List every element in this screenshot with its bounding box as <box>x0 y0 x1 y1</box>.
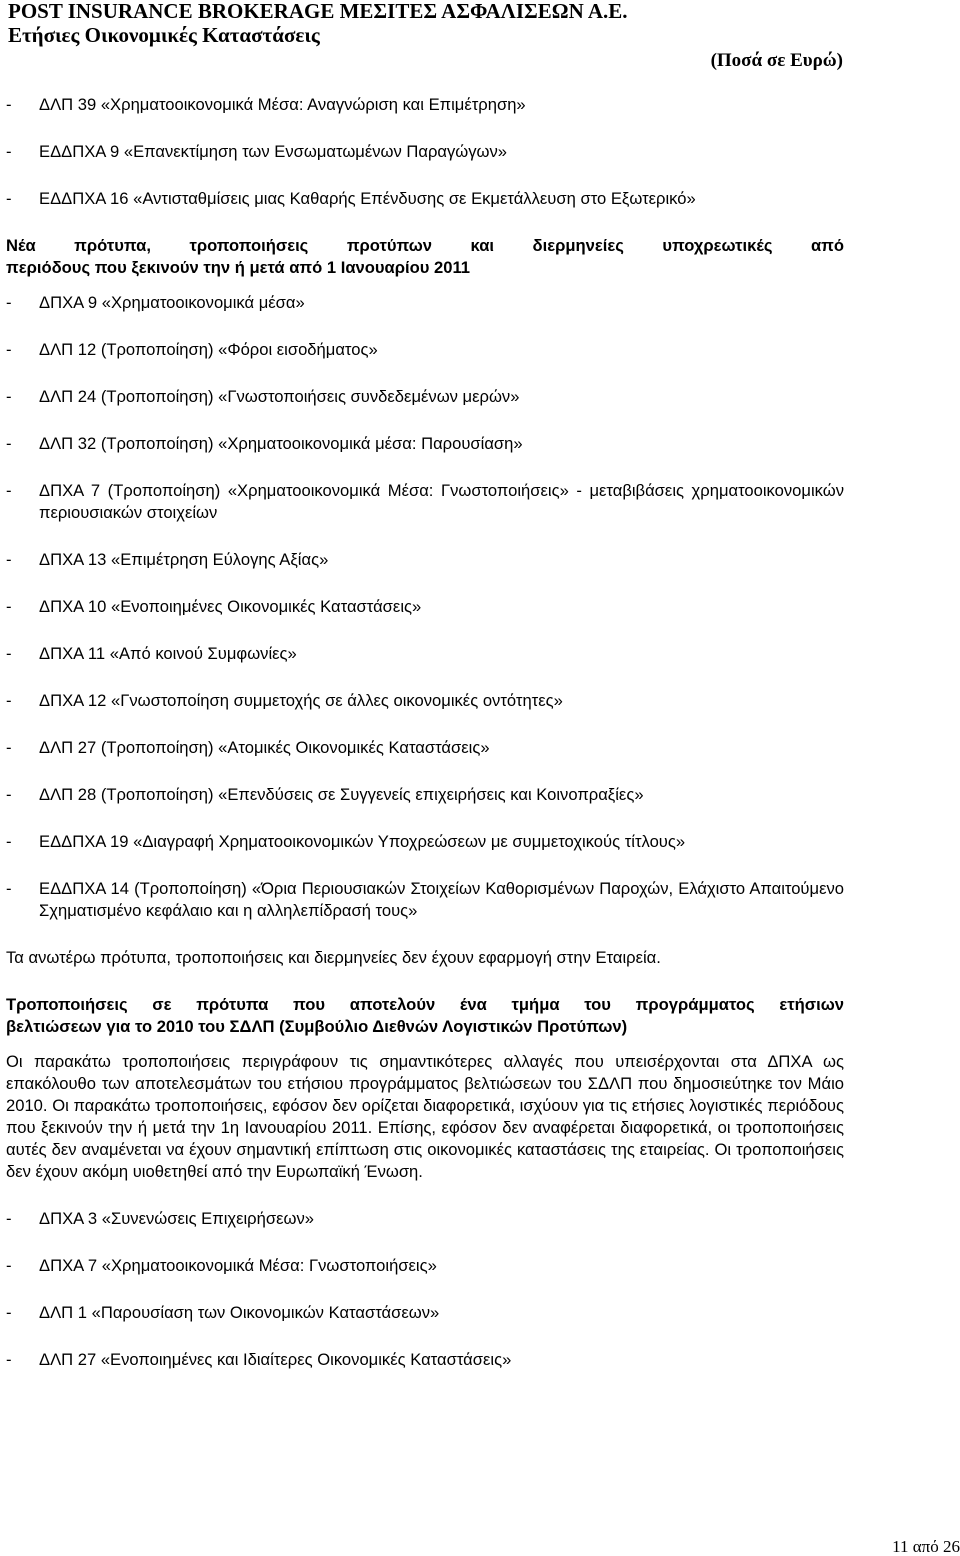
company-name: POST INSURANCE BROKERAGE ΜΕΣΙΤΕΣ ΑΣΦΑΛΙΣΕΩΝ Α.Ε. <box>8 0 628 23</box>
list-item: - ΔΠΧΑ 10 «Ενοποιημένες Οικονομικές Καταστάσεις» <box>6 597 422 616</box>
list-item: - ΔΛΠ 24 (Τροποποίηση) «Γνωστοποιήσεις συνδεδεμένων μερών» <box>6 387 520 406</box>
document-body <box>6 94 844 1371</box>
note-paragraph: Τα ανωτέρω πρότυπα, τροποποιήσεις και διερμηνείες δεν έχουν εφαρμογή στην Εταιρεία. <box>6 948 661 967</box>
list-item: - ΔΠΧΑ 13 «Επιμέτρηση Εύλογης Αξίας» <box>6 550 329 569</box>
list-item: - ΕΔΔΠΧΑ 14 (Τροποποίηση) «Όρια Περιουσιακών Στοιχείων Καθορισμένων Παροχών, Ελάχιστο Απαιτούμενο Σχηματισμένο κεφάλαιο και η αλληλεπίδρασή τους» <box>6 879 844 920</box>
section-heading: Τροποποιήσεις σε πρότυπα που αποτελούν ένα τμήμα του προγράμματος ετήσιων βελτιώσεων για το 2010 του ΣΔΛΠ (Συμβούλιο Διεθνών Λογιστικών Προτύπων) <box>6 995 844 1036</box>
section-heading: Νέα πρότυπα, τροποποιήσεις προτύπων και διερμηνείες υποχρεωτικές από περιόδους που ξεκινούν την ή μετά από 1 Ιανουαρίου 2011 <box>6 236 844 277</box>
list-item: - ΕΔΔΠΧΑ 9 «Επανεκτίμηση των Ενσωματωμένων Παραγώγων» <box>6 142 508 161</box>
list-item: - ΔΠΧΑ 7 (Τροποποίηση) «Χρηματοοικονομικά Μέσα: Γνωστοποιήσεις» - μεταβιβάσεις χρηματοοικονομικών περιουσιακών στοιχείων <box>6 481 844 522</box>
list-item: - ΕΔΔΠΧΑ 19 «Διαγραφή Χρηματοοικονομικών Υποχρεώσεων με συμμετοχικούς τίτλους» <box>6 832 686 851</box>
list-item: - ΔΛΠ 27 (Τροποποίηση) «Ατομικές Οικονομικές Καταστάσεις» <box>6 738 490 757</box>
list-item: - ΔΛΠ 32 (Τροποποίηση) «Χρηματοοικονομικά μέσα: Παρουσίαση» <box>6 434 523 453</box>
list-item: - ΔΠΧΑ 12 «Γνωστοποίηση συμμετοχής σε άλλες οικονομικές οντότητες» <box>6 691 563 710</box>
currency-note: (Ποσά σε Ευρώ) <box>710 50 843 71</box>
list-item: - ΔΠΧΑ 11 «Από κοινού Συμφωνίες» <box>6 644 297 663</box>
list-item: - ΔΛΠ 27 «Ενοποιημένες και Ιδιαίτερες Οικονομικές Καταστάσεις» <box>6 1350 512 1369</box>
list-item: - ΔΠΧΑ 9 «Χρηματοοικονομικά μέσα» <box>6 293 305 312</box>
body-paragraph: Οι παρακάτω τροποποιήσεις περιγράφουν τις σημαντικότερες αλλαγές που υπεισέρχονται στα ΔΠΧΑ ως επακόλουθο των αποτελεσμάτων του ετήσιου προγράμματος βελτιώσεων του ΣΔΛΠ που δημοσιεύτηκε τον Μάιο 2010. Οι παρακάτω τροποποιήσεις, εφόσον δεν ορίζεται διαφορετικά, ισχύουν για τις ετήσιες λογιστικές περιόδους που ξεκινούν την ή μετά την 1η Ιανουαρίου 2011. Επίσης, εφόσον δεν αναφέρεται διαφορετικά, οι τροποποιήσεις αυτές δεν αναμένεται να έχουν σημαντική επίπτωση στις οικονομικές καταστάσεις της εταιρείας. Οι τροποποιήσεις δεν έχουν ακόμη υιοθετηθεί από την Ευρωπαϊκή Ένωση. <box>6 1052 844 1181</box>
list-item: - ΔΛΠ 39 «Χρηματοοικονομικά Μέσα: Αναγνώριση και Επιμέτρηση» <box>6 95 526 114</box>
page-number: 11 από 26 <box>892 1537 960 1556</box>
list-item: - ΔΠΧΑ 3 «Συνενώσεις Επιχειρήσεων» <box>6 1209 314 1228</box>
list-item: - ΔΠΧΑ 7 «Χρηματοοικονομικά Μέσα: Γνωστοποιήσεις» <box>6 1256 437 1275</box>
list-item: - ΔΛΠ 1 «Παρουσίαση των Οικονομικών Καταστάσεων» <box>6 1303 440 1322</box>
list-item: - ΔΛΠ 12 (Τροποποίηση) «Φόροι εισοδήματος» <box>6 340 378 359</box>
report-title: Ετήσιες Οικονομικές Καταστάσεις <box>8 23 320 47</box>
list-item: - ΕΔΔΠΧΑ 16 «Αντισταθμίσεις μιας Καθαρής Επένδυσης σε Εκμετάλλευση στο Εξωτερικό» <box>6 189 696 208</box>
list-item: - ΔΛΠ 28 (Τροποποίηση) «Επενδύσεις σε Συγγενείς επιχειρήσεις και Κοινοπραξίες» <box>6 785 644 804</box>
